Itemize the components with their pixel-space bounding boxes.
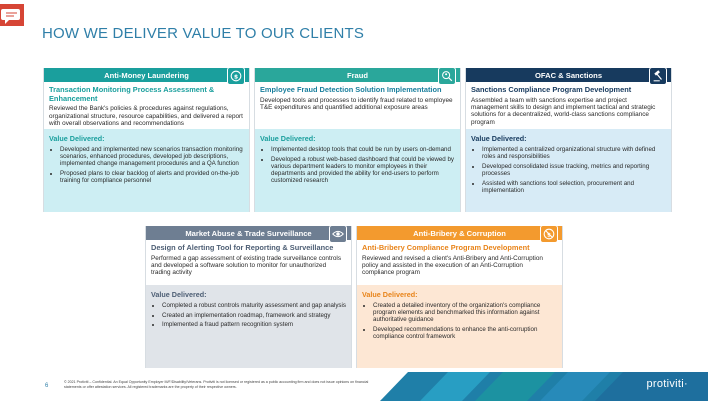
value-title: Value Delivered: bbox=[151, 290, 207, 299]
card-header bbox=[255, 68, 460, 82]
project-title: Employee Fraud Detection Solution Implementation bbox=[260, 85, 442, 94]
list-item: • Implemented a centralized organizational structure with defined roles and responsibilities bbox=[482, 146, 666, 160]
project-title: Transaction Monitoring Process Assessment & Enhancement bbox=[49, 85, 215, 103]
dollar-cycle-icon bbox=[227, 67, 245, 85]
page-title: HOW WE DELIVER VALUE TO OUR CLIENTS bbox=[42, 25, 365, 42]
list-item: • Proposed plans to clear backlog of alerts and provided on-the-job training for compliance personnel bbox=[60, 170, 244, 184]
gavel-icon bbox=[649, 67, 667, 85]
value-section bbox=[44, 129, 249, 212]
page-number: 6 bbox=[45, 383, 49, 389]
card-ofac-sanctions bbox=[465, 68, 672, 212]
value-title: Value Delivered: bbox=[362, 290, 418, 299]
svg-text:$: $ bbox=[547, 232, 551, 239]
value-section bbox=[357, 285, 562, 368]
brand-logo bbox=[646, 378, 688, 390]
card-header-label: OFAC & Sanctions bbox=[534, 70, 603, 80]
list-item: • Created a detailed inventory of the organization's compliance program elements and benchmarked this information against authoritative guidance bbox=[373, 302, 557, 324]
footer-disclaimer: © 2021 Protiviti – Confidential. An Equal Opportunity Employer M/F/Disability/Veterans. Protiviti is not licensed or registered as a public accounting firm and does not issue opinions on financial statements or offer attestation services. All registered trademarks are the property of their respective owners. bbox=[64, 380, 369, 389]
value-list bbox=[362, 302, 557, 341]
list-item: • Assisted with sanctions tool selection, procurement and implementation bbox=[482, 180, 666, 194]
value-list bbox=[151, 302, 346, 329]
value-section bbox=[466, 129, 671, 212]
project-section bbox=[255, 82, 460, 113]
value-list bbox=[49, 146, 244, 185]
svg-text:$: $ bbox=[233, 73, 239, 81]
list-item: • Created an implementation roadmap, framework and strategy bbox=[162, 312, 346, 319]
list-item: • Implemented desktop tools that could be run by users on-demand bbox=[271, 146, 455, 153]
list-item: • Developed a robust web-based dashboard that could be viewed by various department leaders to monitor employees in their departments and provided the ability for end-users to perform customized research bbox=[271, 156, 455, 185]
value-list bbox=[260, 146, 455, 185]
card-anti-money-laundering bbox=[43, 68, 250, 212]
magnifier-person-icon bbox=[438, 67, 456, 85]
card-market-abuse bbox=[145, 226, 352, 368]
card-header bbox=[466, 68, 671, 82]
list-item: • Developed recommendations to enhance the anti-corruption compliance control framework bbox=[373, 326, 557, 340]
project-title: Sanctions Compliance Program Development bbox=[471, 85, 632, 94]
project-section bbox=[357, 240, 562, 279]
project-section bbox=[44, 82, 249, 129]
value-title: Value Delivered: bbox=[49, 134, 105, 143]
brand-name: protiviti bbox=[646, 378, 685, 390]
project-section bbox=[146, 240, 351, 279]
project-title: Anti-Bribery Compliance Program Development bbox=[362, 243, 530, 252]
brand-mark: · bbox=[684, 378, 688, 390]
value-title: Value Delivered: bbox=[260, 134, 316, 143]
value-section bbox=[255, 129, 460, 212]
project-section bbox=[466, 82, 671, 128]
project-description: Assembled a team with sanctions expertise and project management skills to design and implement tactical and strategic solutions for a decentralized, world-class sanctions compliance program bbox=[471, 96, 656, 126]
project-description: Developed tools and processes to identify fraud related to employee T&E expenditures and quantified additional exposure areas bbox=[260, 96, 453, 111]
speech-bubble-icon bbox=[0, 4, 24, 31]
card-header bbox=[357, 226, 562, 240]
eye-icon bbox=[329, 225, 347, 243]
card-header-label: Anti-Bribery & Corruption bbox=[413, 228, 506, 238]
card-header-label: Market Abuse & Trade Surveillance bbox=[185, 228, 312, 238]
list-item: • Implemented a fraud pattern recognition system bbox=[162, 321, 346, 328]
value-list bbox=[471, 146, 666, 194]
list-item: • Developed consolidated issue tracking, metrics and reporting processes bbox=[482, 163, 666, 177]
card-anti-bribery bbox=[356, 226, 563, 368]
value-section bbox=[146, 285, 351, 368]
card-fraud bbox=[254, 68, 461, 212]
card-header bbox=[146, 226, 351, 240]
project-title: Design of Alerting Tool for Reporting & Surveillance bbox=[151, 243, 334, 252]
card-header-label: Anti-Money Laundering bbox=[104, 70, 189, 80]
project-description: Reviewed and revised a client's Anti-Bribery and Anti-Corruption policy and assisted in the execution of an Anti-Corruption compliance program bbox=[362, 254, 543, 277]
project-description: Performed a gap assessment of existing trade surveillance controls and developed a software solution to monitor for unauthorized trading activity bbox=[151, 254, 342, 277]
card-header bbox=[44, 68, 249, 82]
list-item: • Developed and implemented new scenarios transaction monitoring scenarios, enhanced procedures, developed job descriptions, implemented change management procedures and a QA function bbox=[60, 146, 244, 168]
no-money-icon bbox=[540, 225, 558, 243]
value-title: Value Delivered: bbox=[471, 134, 527, 143]
project-description: Reviewed the Bank's policies & procedures against regulations, organizational structure, resource capabilities, and delivered a report with overall observations and recommendations bbox=[49, 105, 243, 127]
card-header-label: Fraud bbox=[346, 70, 369, 80]
list-item: • Completed a robust controls maturity assessment and gap analysis bbox=[162, 302, 346, 309]
